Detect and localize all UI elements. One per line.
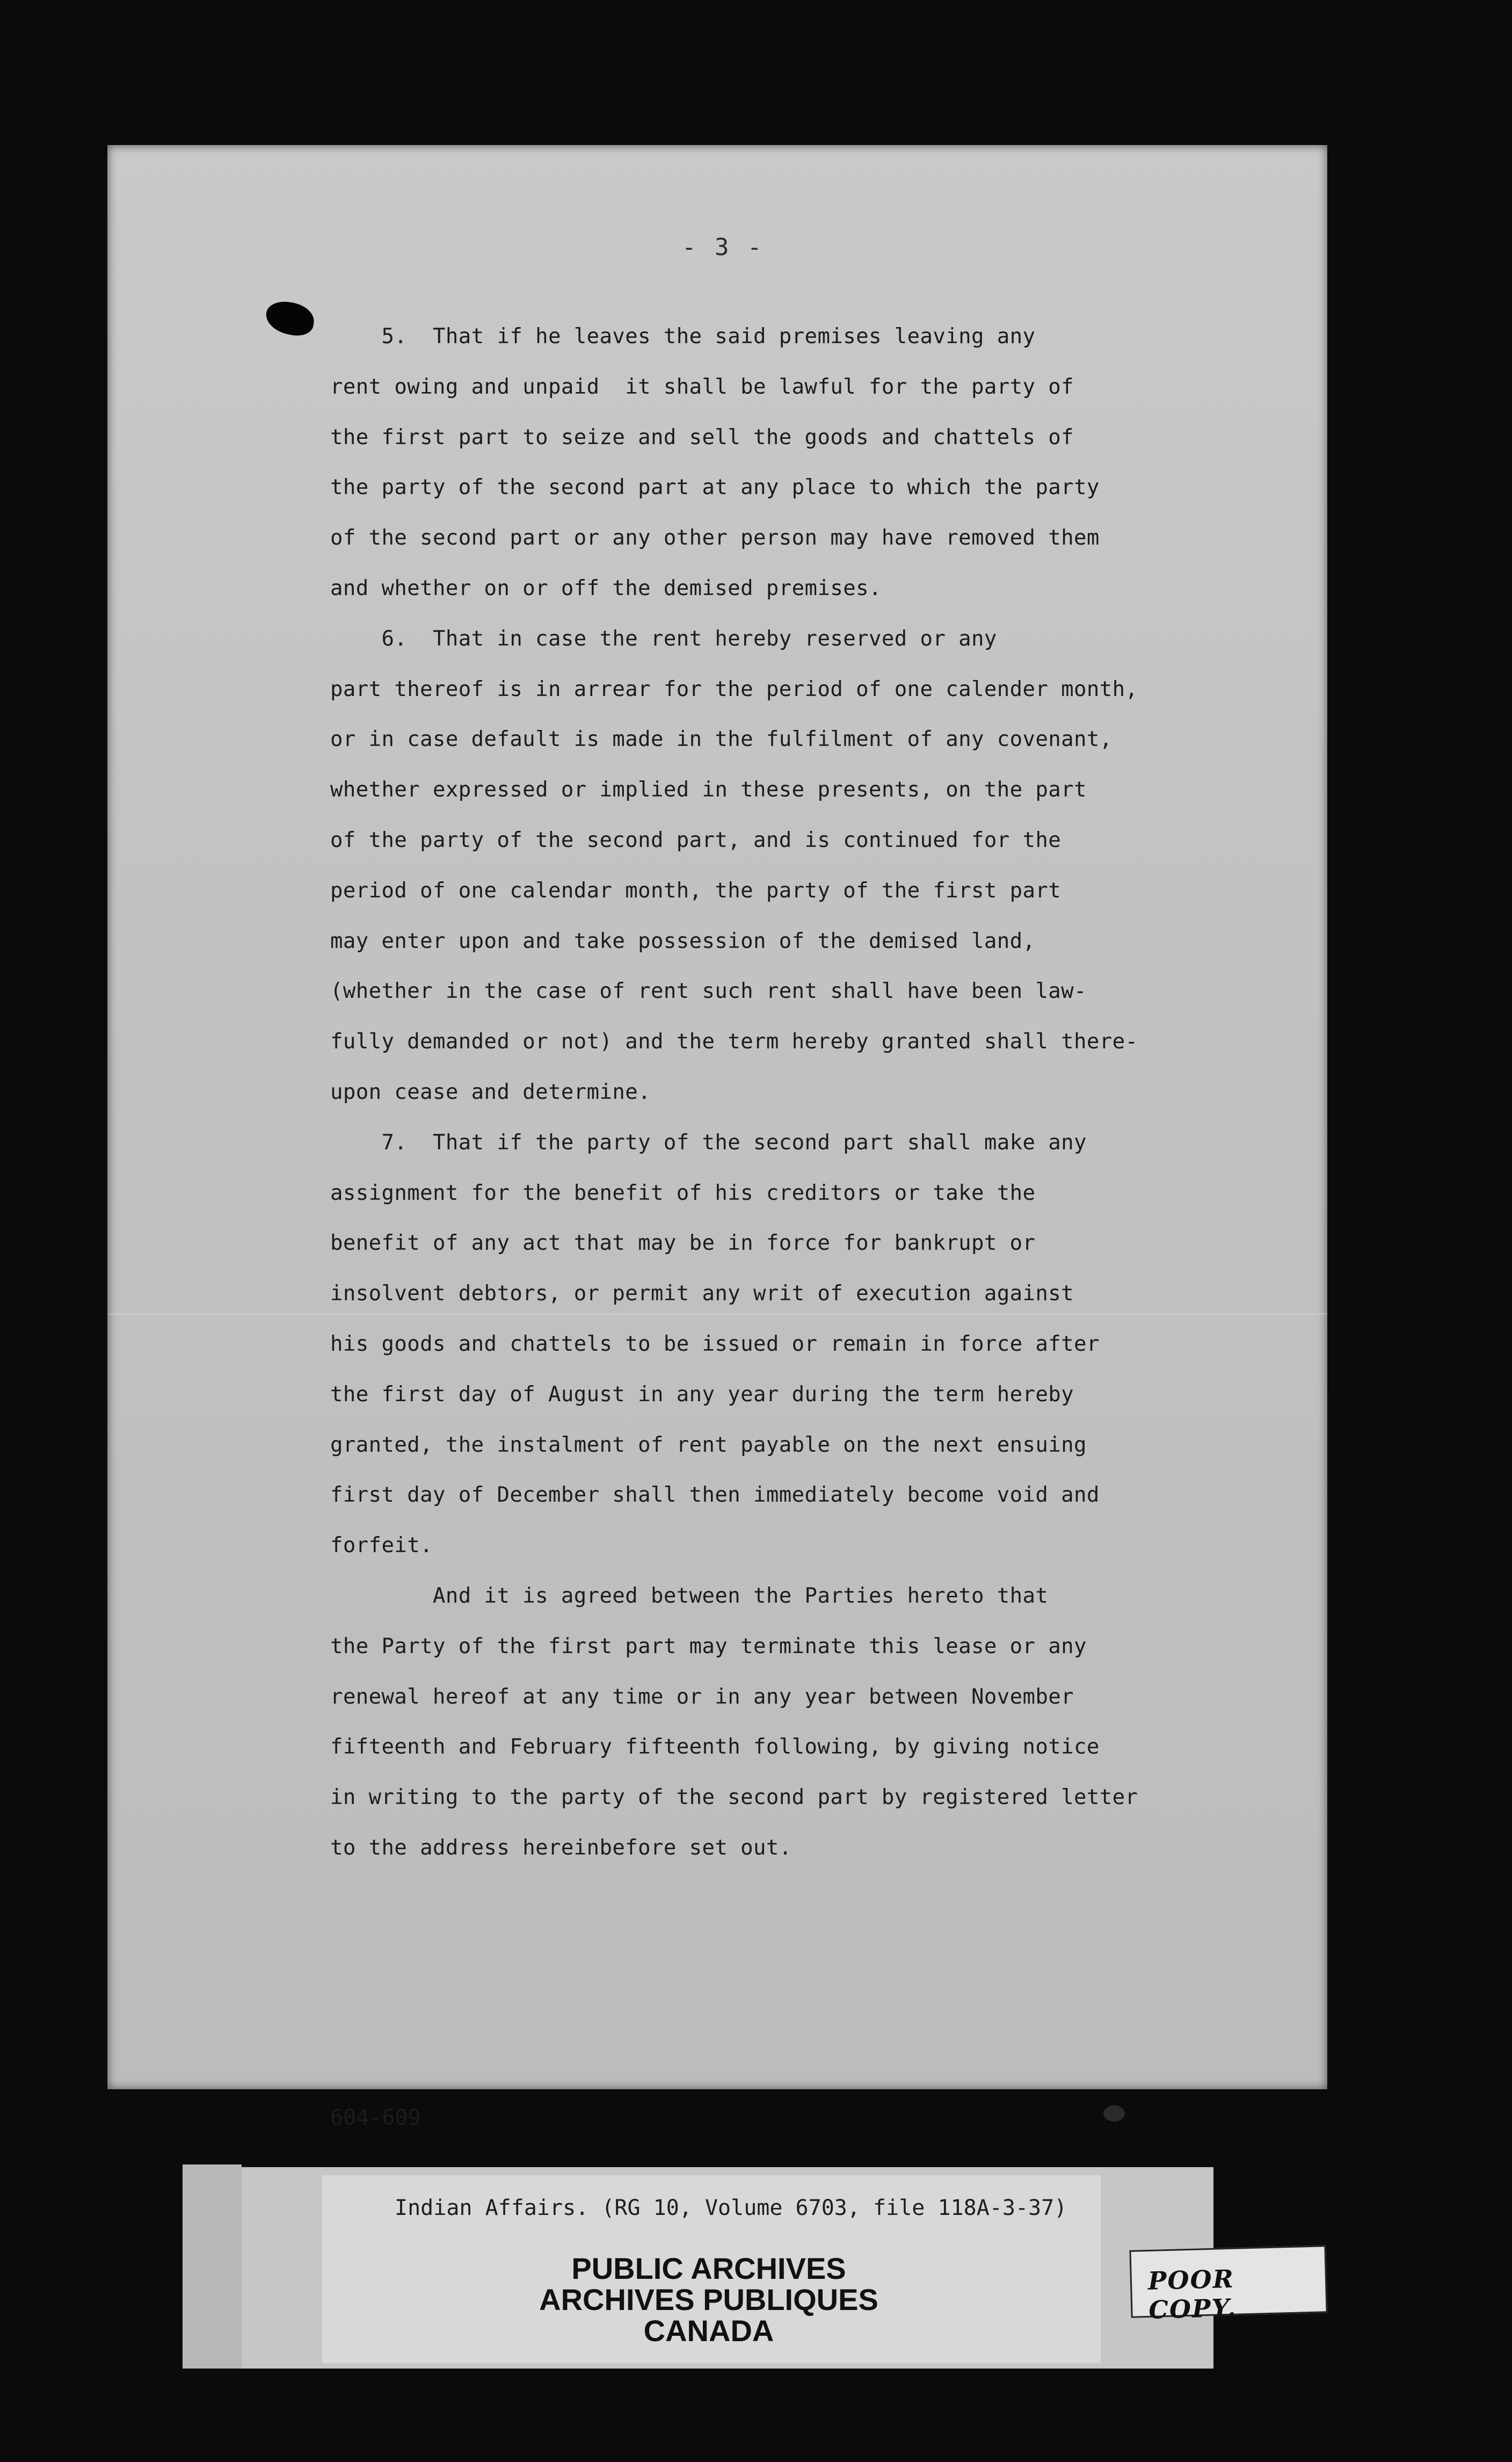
file-reference-number: 604-609 xyxy=(330,2105,421,2130)
text-line: the party of the second part at any place to which the party xyxy=(330,475,1100,500)
stamp-line-french: ARCHIVES PUBLIQUES xyxy=(539,2283,878,2316)
text-line: rent owing and unpaid it shall be lawful for the party of xyxy=(330,374,1074,399)
text-line: the Party of the first part may terminate this lease or any xyxy=(330,1634,1087,1659)
poor-copy-note xyxy=(1129,2245,1327,2325)
text-line: assignment for the benefit of his creditors or take the xyxy=(330,1181,1036,1205)
lease-text-body xyxy=(330,312,1243,1873)
text-line: renewal hereof at any time or in any year between November xyxy=(330,1684,1074,1709)
poor-copy-text: POOR COPY. xyxy=(1147,2264,1238,2325)
text-line: may enter upon and take possession of the demised land, xyxy=(330,929,1036,953)
label-tab xyxy=(183,2164,242,2369)
text-line: 5. That if he leaves the said premises leaving any xyxy=(330,324,1036,349)
text-line: insolvent debtors, or permit any writ of execution against xyxy=(330,1281,1074,1306)
text-line: granted, the instalment of rent payable on the next ensuing xyxy=(330,1432,1087,1457)
punch-hole xyxy=(264,299,316,338)
text-line: of the party of the second part, and is continued for the xyxy=(330,828,1062,852)
text-line: 6. That in case the rent hereby reserved or any xyxy=(330,626,997,651)
text-line: and whether on or off the demised premises. xyxy=(330,576,882,600)
text-line: or in case default is made in the fulfilment of any covenant, xyxy=(330,727,1113,752)
text-line: And it is agreed between the Parties hereto that xyxy=(330,1583,1049,1608)
text-line: to the address hereinbefore set out. xyxy=(330,1835,792,1860)
stamp-line-country: CANADA xyxy=(643,2314,774,2348)
text-line: whether expressed or implied in these presents, on the part xyxy=(330,778,1087,802)
page-number: - 3 - xyxy=(682,234,764,261)
text-line: part thereof is in arrear for the period of one calender month, xyxy=(330,677,1138,701)
text-line: the first day of August in any year during the term hereby xyxy=(330,1382,1074,1407)
text-line: period of one calendar month, the party of the first part xyxy=(330,878,1062,903)
document-page xyxy=(107,145,1327,2130)
text-line: benefit of any act that may be in force for bankrupt or xyxy=(330,1231,1036,1256)
text-line: fully demanded or not) and the term hereby granted shall there- xyxy=(330,1030,1138,1054)
archive-reference: Indian Affairs. (RG 10, Volume 6703, file 118A-3-37) xyxy=(395,2196,1067,2220)
ink-smudge xyxy=(1103,2105,1125,2121)
text-line: his goods and chattels to be issued or remain in force after xyxy=(330,1331,1100,1356)
text-line: 7. That if the party of the second part shall make any xyxy=(330,1130,1087,1155)
text-line: (whether in the case of rent such rent shall have been law- xyxy=(330,979,1087,1004)
text-line: forfeit. xyxy=(330,1533,433,1558)
text-line: fifteenth and February fifteenth following, by giving notice xyxy=(330,1735,1100,1759)
text-line: upon cease and determine. xyxy=(330,1080,651,1104)
text-line: of the second part or any other person may have removed them xyxy=(330,526,1100,551)
public-archives-stamp xyxy=(515,2253,902,2347)
stamp-line-english: PUBLIC ARCHIVES xyxy=(571,2251,846,2285)
text-line: in writing to the party of the second part by registered letter xyxy=(330,1785,1138,1810)
text-line: first day of December shall then immediately become void and xyxy=(330,1483,1100,1508)
text-line: the first part to seize and sell the goods and chattels of xyxy=(330,425,1074,450)
